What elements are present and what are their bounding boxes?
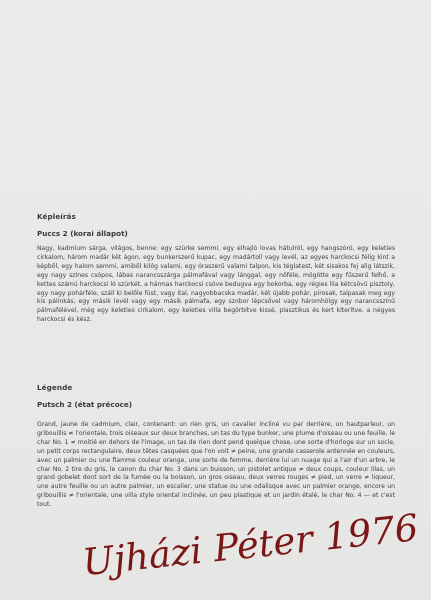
hungarian-title: Puccs 2 (korai állapot) (37, 229, 128, 238)
signature-graphic (78, 506, 421, 585)
french-body: Grand, jaune de cadmium, clair, contenant: un rien gris, un cavalier incliné vu par derrière, un hautparleur, un gribouillis ≠ l'orientale, trois oiseaux sur deux branches, un tas du type bunker, une plume d'oiseau ou une feuille, le char No. 1 ≠ moitié en dehors de l'image, un tas de rien dont pend quelque chose, une sorte d'horloge sur un socle, un petit corps rectangulaire, deux têtes casquées que l'on voit ≠ peine, une grande casserole antennée en couleurs, avec un palmier ou une flamme couleur orange, une sorte de femme, derrière lui un nuage qui a l'air d'un arbre, le char No. 2 tire du gris, le canon du char No. 3 dans un buisson, un pistolet antique ≠ deux coups, couleur lilas, un grand gobelet dont sort de la fumée ou la boisson, un gros oiseau, deux verres rouges ≠ pied, un verre ≠ liqueur, une autre feuille ou un autre palmier, un escalier, une statue ou une odalisque avec un palmier orange, encore un gribouillis ≠ l'orientale, une villa style oriental inclinée, un peu plastique et un jardin étalé, le char No. 4 — et c'est tout. (37, 421, 395, 509)
french-section-label: Légende (37, 383, 73, 392)
french-title: Putsch 2 (état précoce) (37, 400, 133, 409)
signature-text: Ujházi Péter 1976 (80, 506, 421, 585)
hungarian-section-label: Képleírás (37, 212, 76, 221)
hungarian-body: Nagy, kadmium sárga, világos, benne: egy szürke semmi, egy elhajló lovas hátulról, egy hangszóró, egy keleties cirkalom, három madár két ágon, egy bunkerszerű kupac, egy madártoll vagy levél, az egyes harckocsi félig kint a képből, egy halom semmi, amiből kilóg valami, egy óraszerű valami talpon, kis téglatest, két sisakos fej alig látszik, egy nagy színes csópos, lábas narancsszárga pálmafával vagy lánggal, egy nőféle, mögötte egy fűszerű felhő, a kettes számú harckocsi ló szürkét, a hármas harckocsi csöve bedugva egy bokorba, egy régies lila kétcsövű pisztoly, egy nagy pohárféle, száll ki belőle füst, vagy ital, nagyobbacska madár, két újabb pohár, pirosak, talpasak meg egy kis pálinkás, egy másik levél vagy egy másik pálmafa, egy szobor lépcsővel vagy háromhölgy egy narancsszínű pálmafélével, még egy keleties cirkalom, egy keleties villa begörbítve kissé, plasztikus és kert kiterítve, a négyes harckocsi és kész. (37, 245, 395, 324)
signature (78, 506, 421, 585)
